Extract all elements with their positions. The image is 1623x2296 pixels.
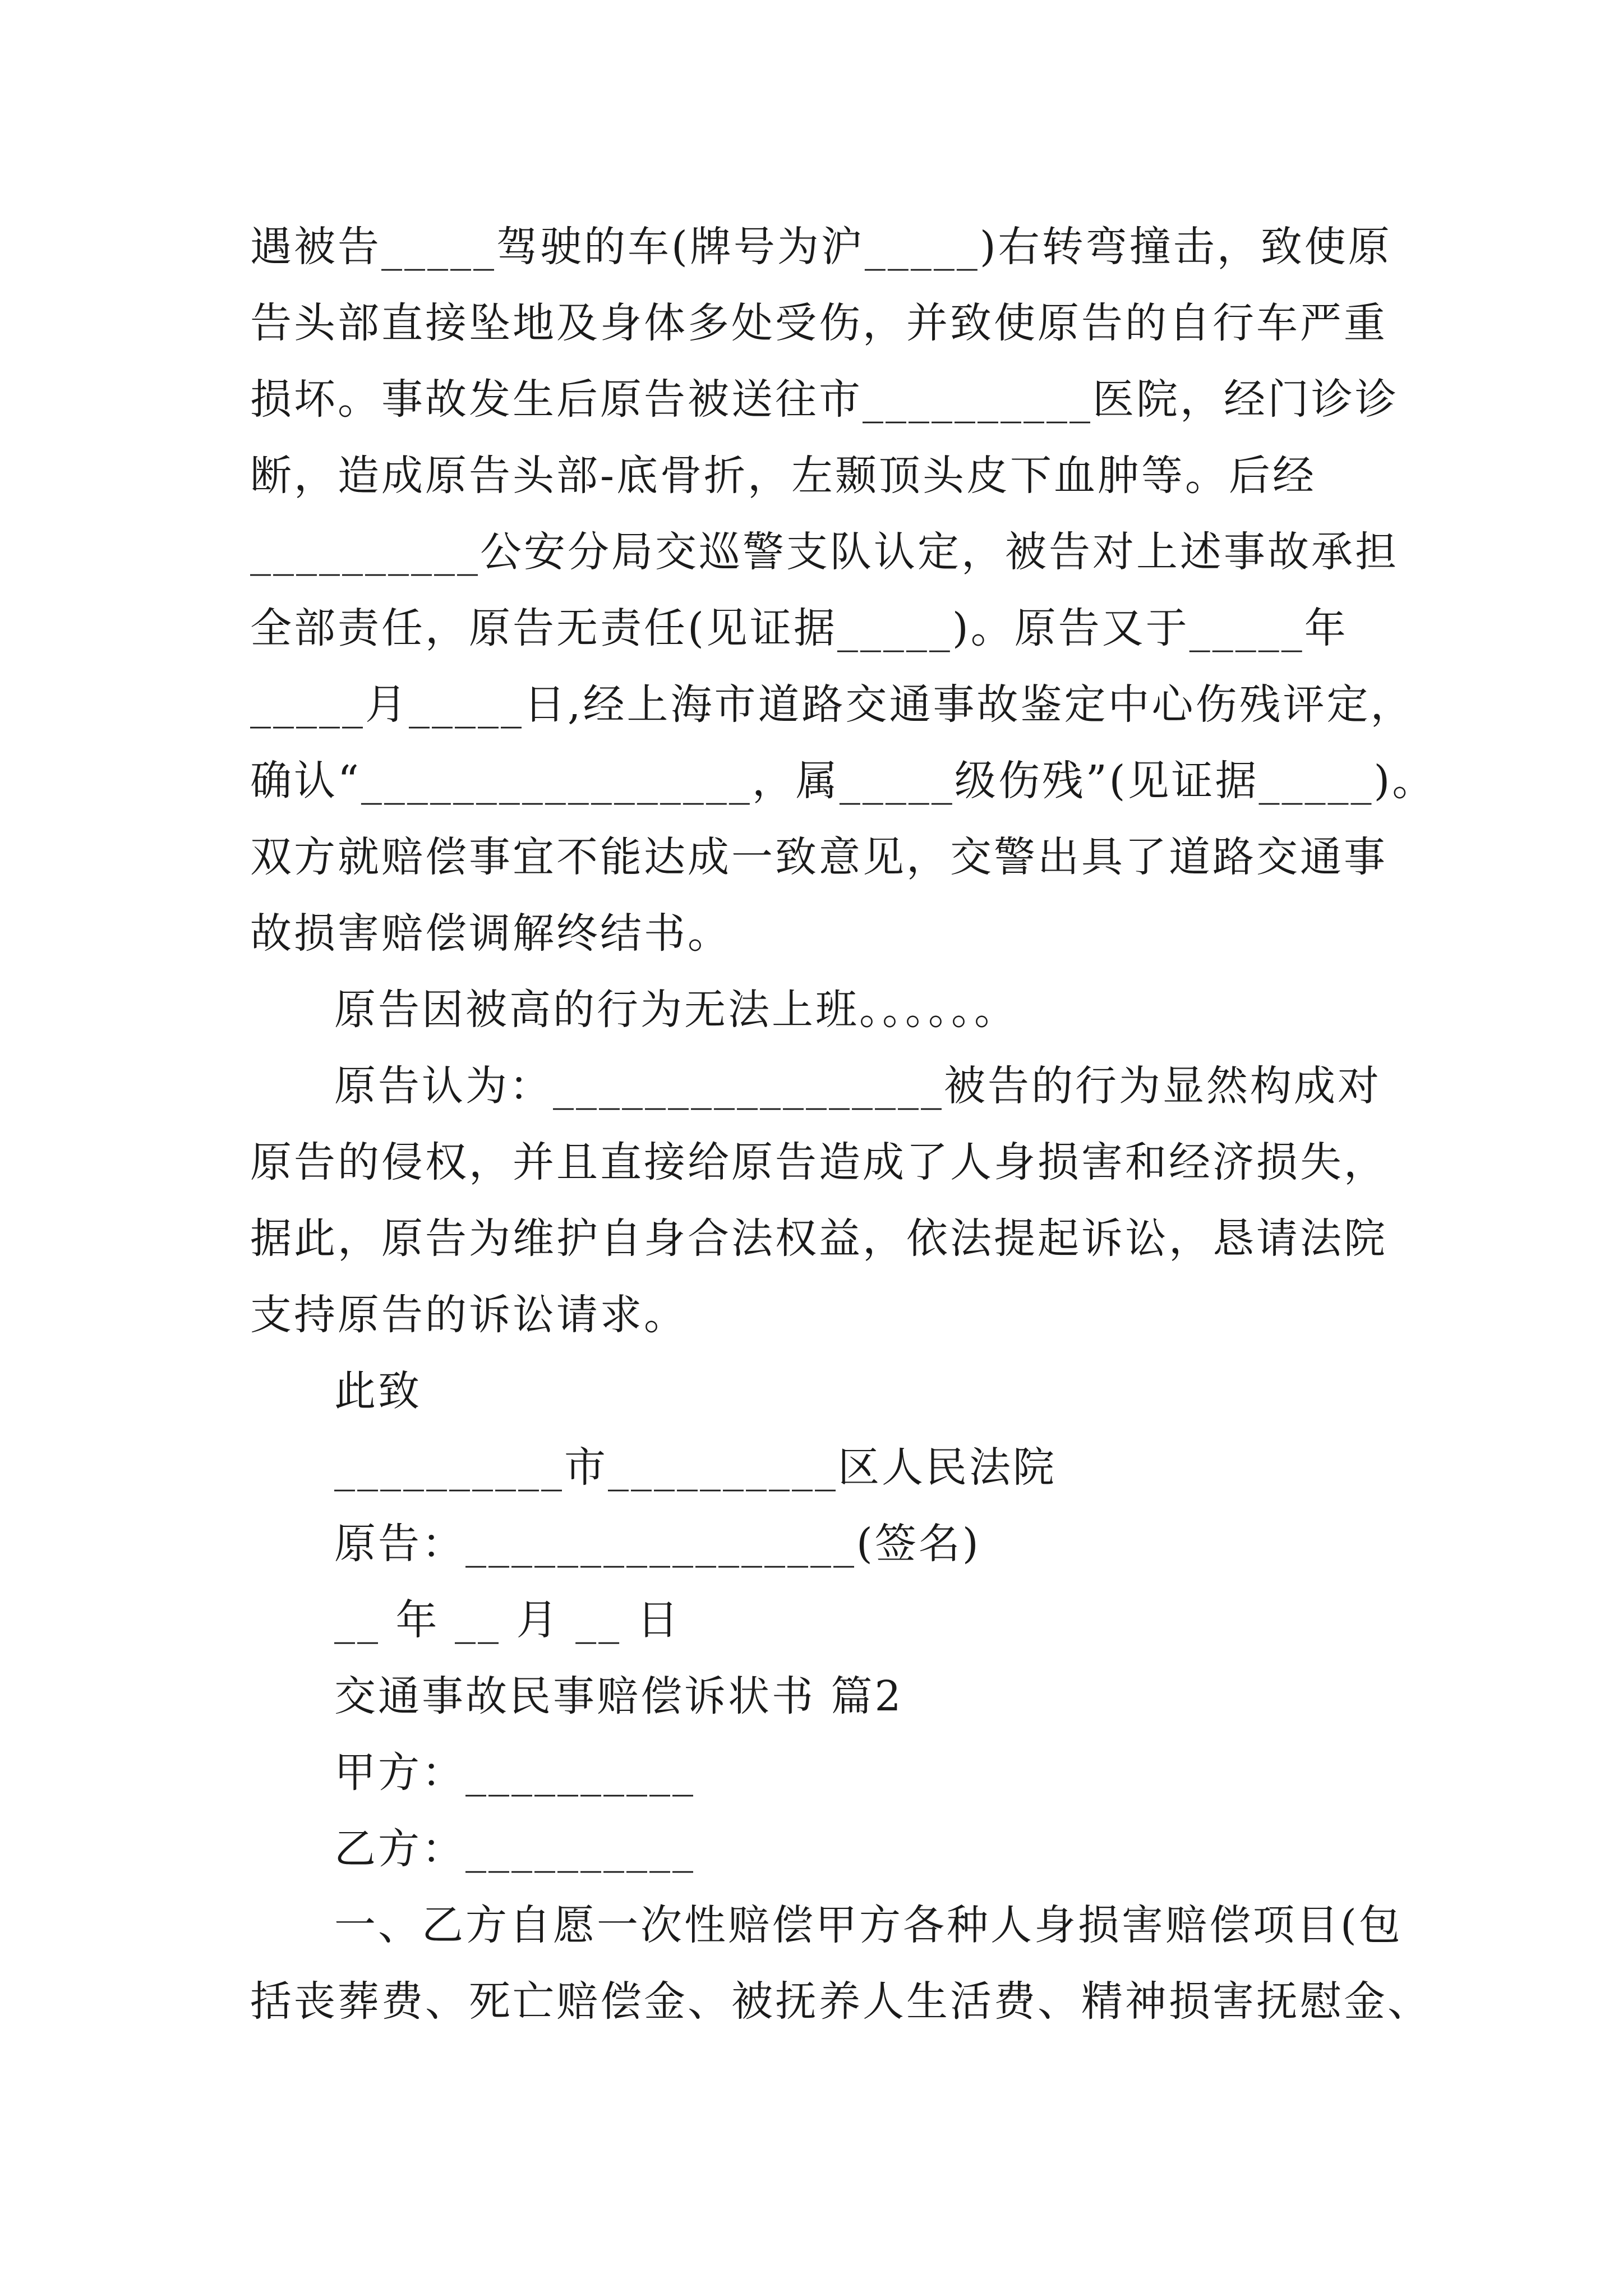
party-a: 甲方：__________: [334, 1749, 695, 1797]
text-line: 遇被告_____驾驶的车(牌号为沪_____)右转弯撞击，致使原: [250, 223, 1392, 271]
date-line: __ 年 __ 月 __ 日: [334, 1596, 681, 1644]
paragraph-line: 一、乙方自愿一次性赔偿甲方各种人身损害赔偿项目(包: [334, 1901, 1403, 1949]
text-line: 括丧葬费、死亡赔偿金、被抚养人生活费、精神损害抚慰金、: [250, 1977, 1431, 2026]
text-line: __________公安分局交巡警支队认定，被告对上述事故承担: [250, 528, 1399, 576]
document-body: [250, 209, 1436, 2040]
paragraph-line: 原告认为：_________________被告的行为显然构成对: [334, 1062, 1381, 1110]
text-line: 全部责任，原告无责任(见证据_____)。原告又于_____年: [250, 604, 1348, 652]
salutation: 此致: [334, 1367, 422, 1415]
text-line: 双方就赔偿事宜不能达成一致意见，交警出具了道路交通事: [250, 833, 1387, 881]
text-line: 确认“_________________，属_____级伤残”(见证据_____)。: [250, 757, 1436, 805]
court-name: __________市__________区人民法院: [334, 1443, 1057, 1492]
text-line: 告头部直接坠地及身体多处受伤，并致使原告的自行车严重: [250, 299, 1387, 347]
party-b: 乙方：__________: [334, 1825, 695, 1873]
paragraph-line: 原告因被高的行为无法上班。。。。。。: [334, 986, 1018, 1034]
text-line: 损坏。事故发生后原告被送往市__________医院，经门诊诊: [250, 375, 1399, 424]
text-line: 支持原告的诉讼请求。: [250, 1291, 688, 1339]
section-title: 交通事故民事赔偿诉状书 篇2: [334, 1672, 903, 1720]
text-line: 断，造成原告头部-底骨折，左颞顶头皮下血肿等。后经: [250, 452, 1317, 500]
text-line: _____月_____日,经上海市道路交通事故鉴定中心伤残评定，: [250, 680, 1414, 729]
text-line: 原告的侵权，并且直接给原告造成了人身损害和经济损失，: [250, 1138, 1387, 1186]
plaintiff-signature: 原告：_________________(签名): [334, 1520, 981, 1568]
text-line: 据此，原告为维护自身合法权益，依法提起诉讼，恳请法院: [250, 1214, 1387, 1263]
text-line: 故损害赔偿调解终结书。: [250, 909, 731, 958]
